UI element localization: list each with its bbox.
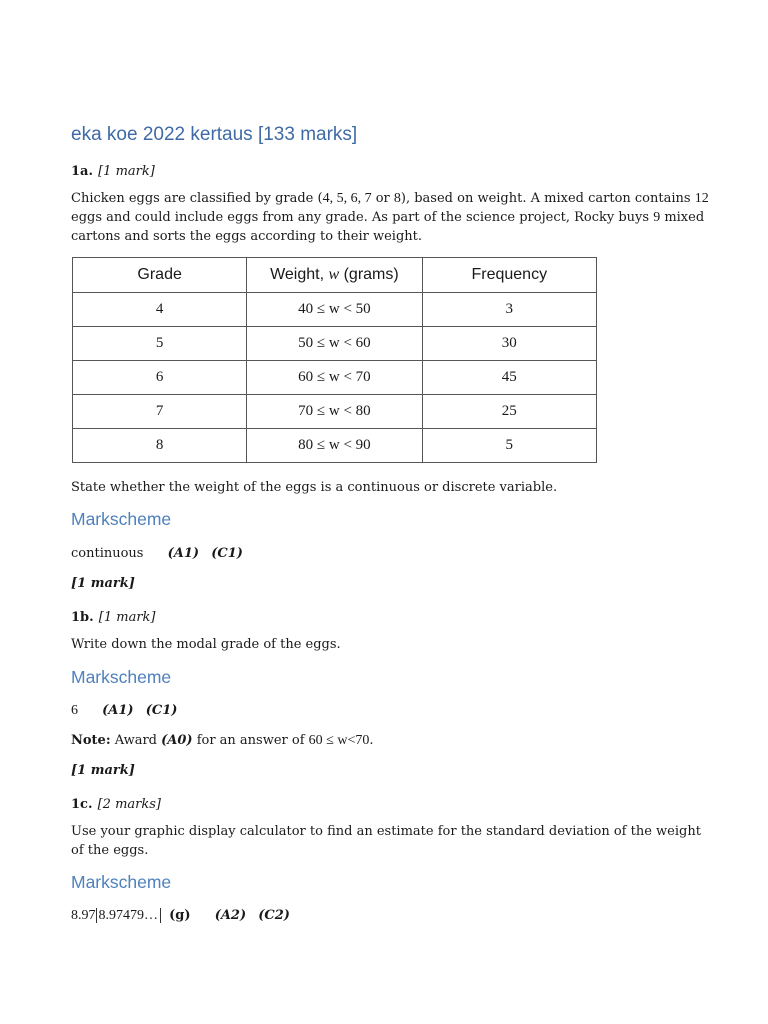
total-marks-1a: [1 mark] xyxy=(71,576,135,591)
answer-exact: 8.97479… xyxy=(96,908,162,923)
table-cell-weight: 40 ≤ w < 50 xyxy=(247,293,422,327)
table-row xyxy=(73,293,597,327)
table-header-row xyxy=(73,258,597,293)
table-cell-grade: 5 xyxy=(73,327,247,361)
mark-code: (C1) xyxy=(211,546,243,561)
question-1a-header xyxy=(71,160,155,179)
table-cell-grade: 7 xyxy=(73,395,247,429)
question-marks: [1 mark] xyxy=(98,610,156,625)
answer-text: 8.97 xyxy=(71,908,96,923)
mark-code: (C2) xyxy=(258,908,290,923)
table-cell-frequency: 25 xyxy=(422,395,596,429)
question-label: 1b. xyxy=(71,610,94,625)
table-header-frequency: Frequency xyxy=(422,258,596,293)
table-cell-grade: 4 xyxy=(73,293,247,327)
table-header-weight: Weight, w (grams) xyxy=(247,258,422,293)
mark-code: (A1) xyxy=(167,546,200,561)
table-cell-frequency: 30 xyxy=(422,327,596,361)
table-cell-weight: 70 ≤ w < 80 xyxy=(247,395,422,429)
question-1a-text: State whether the weight of the eggs is a continuous or discrete variable. xyxy=(71,480,558,495)
table-cell-weight: 80 ≤ w < 90 xyxy=(247,429,422,463)
page-title: eka koe 2022 kertaus [133 marks] xyxy=(71,124,358,145)
question-label: 1a. xyxy=(71,164,93,179)
markscheme-heading-1b: Markscheme xyxy=(71,667,172,687)
table-cell-grade: 6 xyxy=(73,361,247,395)
table-header-grade: Grade xyxy=(73,258,247,293)
markscheme-heading-1a: Markscheme xyxy=(71,509,172,529)
table-cell-grade: 8 xyxy=(73,429,247,463)
table-cell-frequency: 5 xyxy=(422,429,596,463)
answer-1c xyxy=(71,908,290,924)
answer-text: 6 xyxy=(71,703,78,718)
table-cell-weight: 60 ≤ w < 70 xyxy=(247,361,422,395)
answer-text: continuous xyxy=(71,546,144,561)
mark-code: (C1) xyxy=(145,703,178,718)
table-cell-frequency: 45 xyxy=(422,361,596,395)
mark-code: (A1) xyxy=(102,703,134,718)
question-marks: [2 marks] xyxy=(97,797,161,812)
table-row xyxy=(73,429,597,463)
mark-code: (A2) xyxy=(214,908,247,923)
table-row xyxy=(73,395,597,429)
table-cell-frequency: 3 xyxy=(422,293,596,327)
question-1b-header xyxy=(71,606,155,625)
table-row xyxy=(73,361,597,395)
table-row xyxy=(73,327,597,361)
table-cell-weight: 50 ≤ w < 60 xyxy=(247,327,422,361)
note-1b: Note: Award (A0) for an answer of 60 ≤ w<70. xyxy=(71,733,374,748)
question-label: 1c. xyxy=(71,797,93,812)
total-marks-1b: [1 mark] xyxy=(71,763,135,778)
answer-1b xyxy=(71,703,177,719)
question-marks: [1 mark] xyxy=(98,164,155,179)
answer-unit: (g) xyxy=(169,908,191,923)
grade-weight-frequency-table xyxy=(72,257,597,463)
answer-1a xyxy=(71,546,243,561)
question-1b-text: Write down the modal grade of the eggs. xyxy=(71,637,341,652)
question-1c-header xyxy=(71,793,161,812)
markscheme-heading-1c: Markscheme xyxy=(71,872,172,892)
question-1c-text: Use your graphic display calculator to find an estimate for the standard deviation of the weight of the eggs. xyxy=(71,824,701,858)
question-1a-intro: Chicken eggs are classified by grade (4, 5, 6, 7 or 8), based on weight. A mixed carton contains 12 eggs and could include eggs from any grade. As part of the science project, Rocky buys 9 mixed cartons and sorts the eggs according to their weight. xyxy=(71,191,709,244)
